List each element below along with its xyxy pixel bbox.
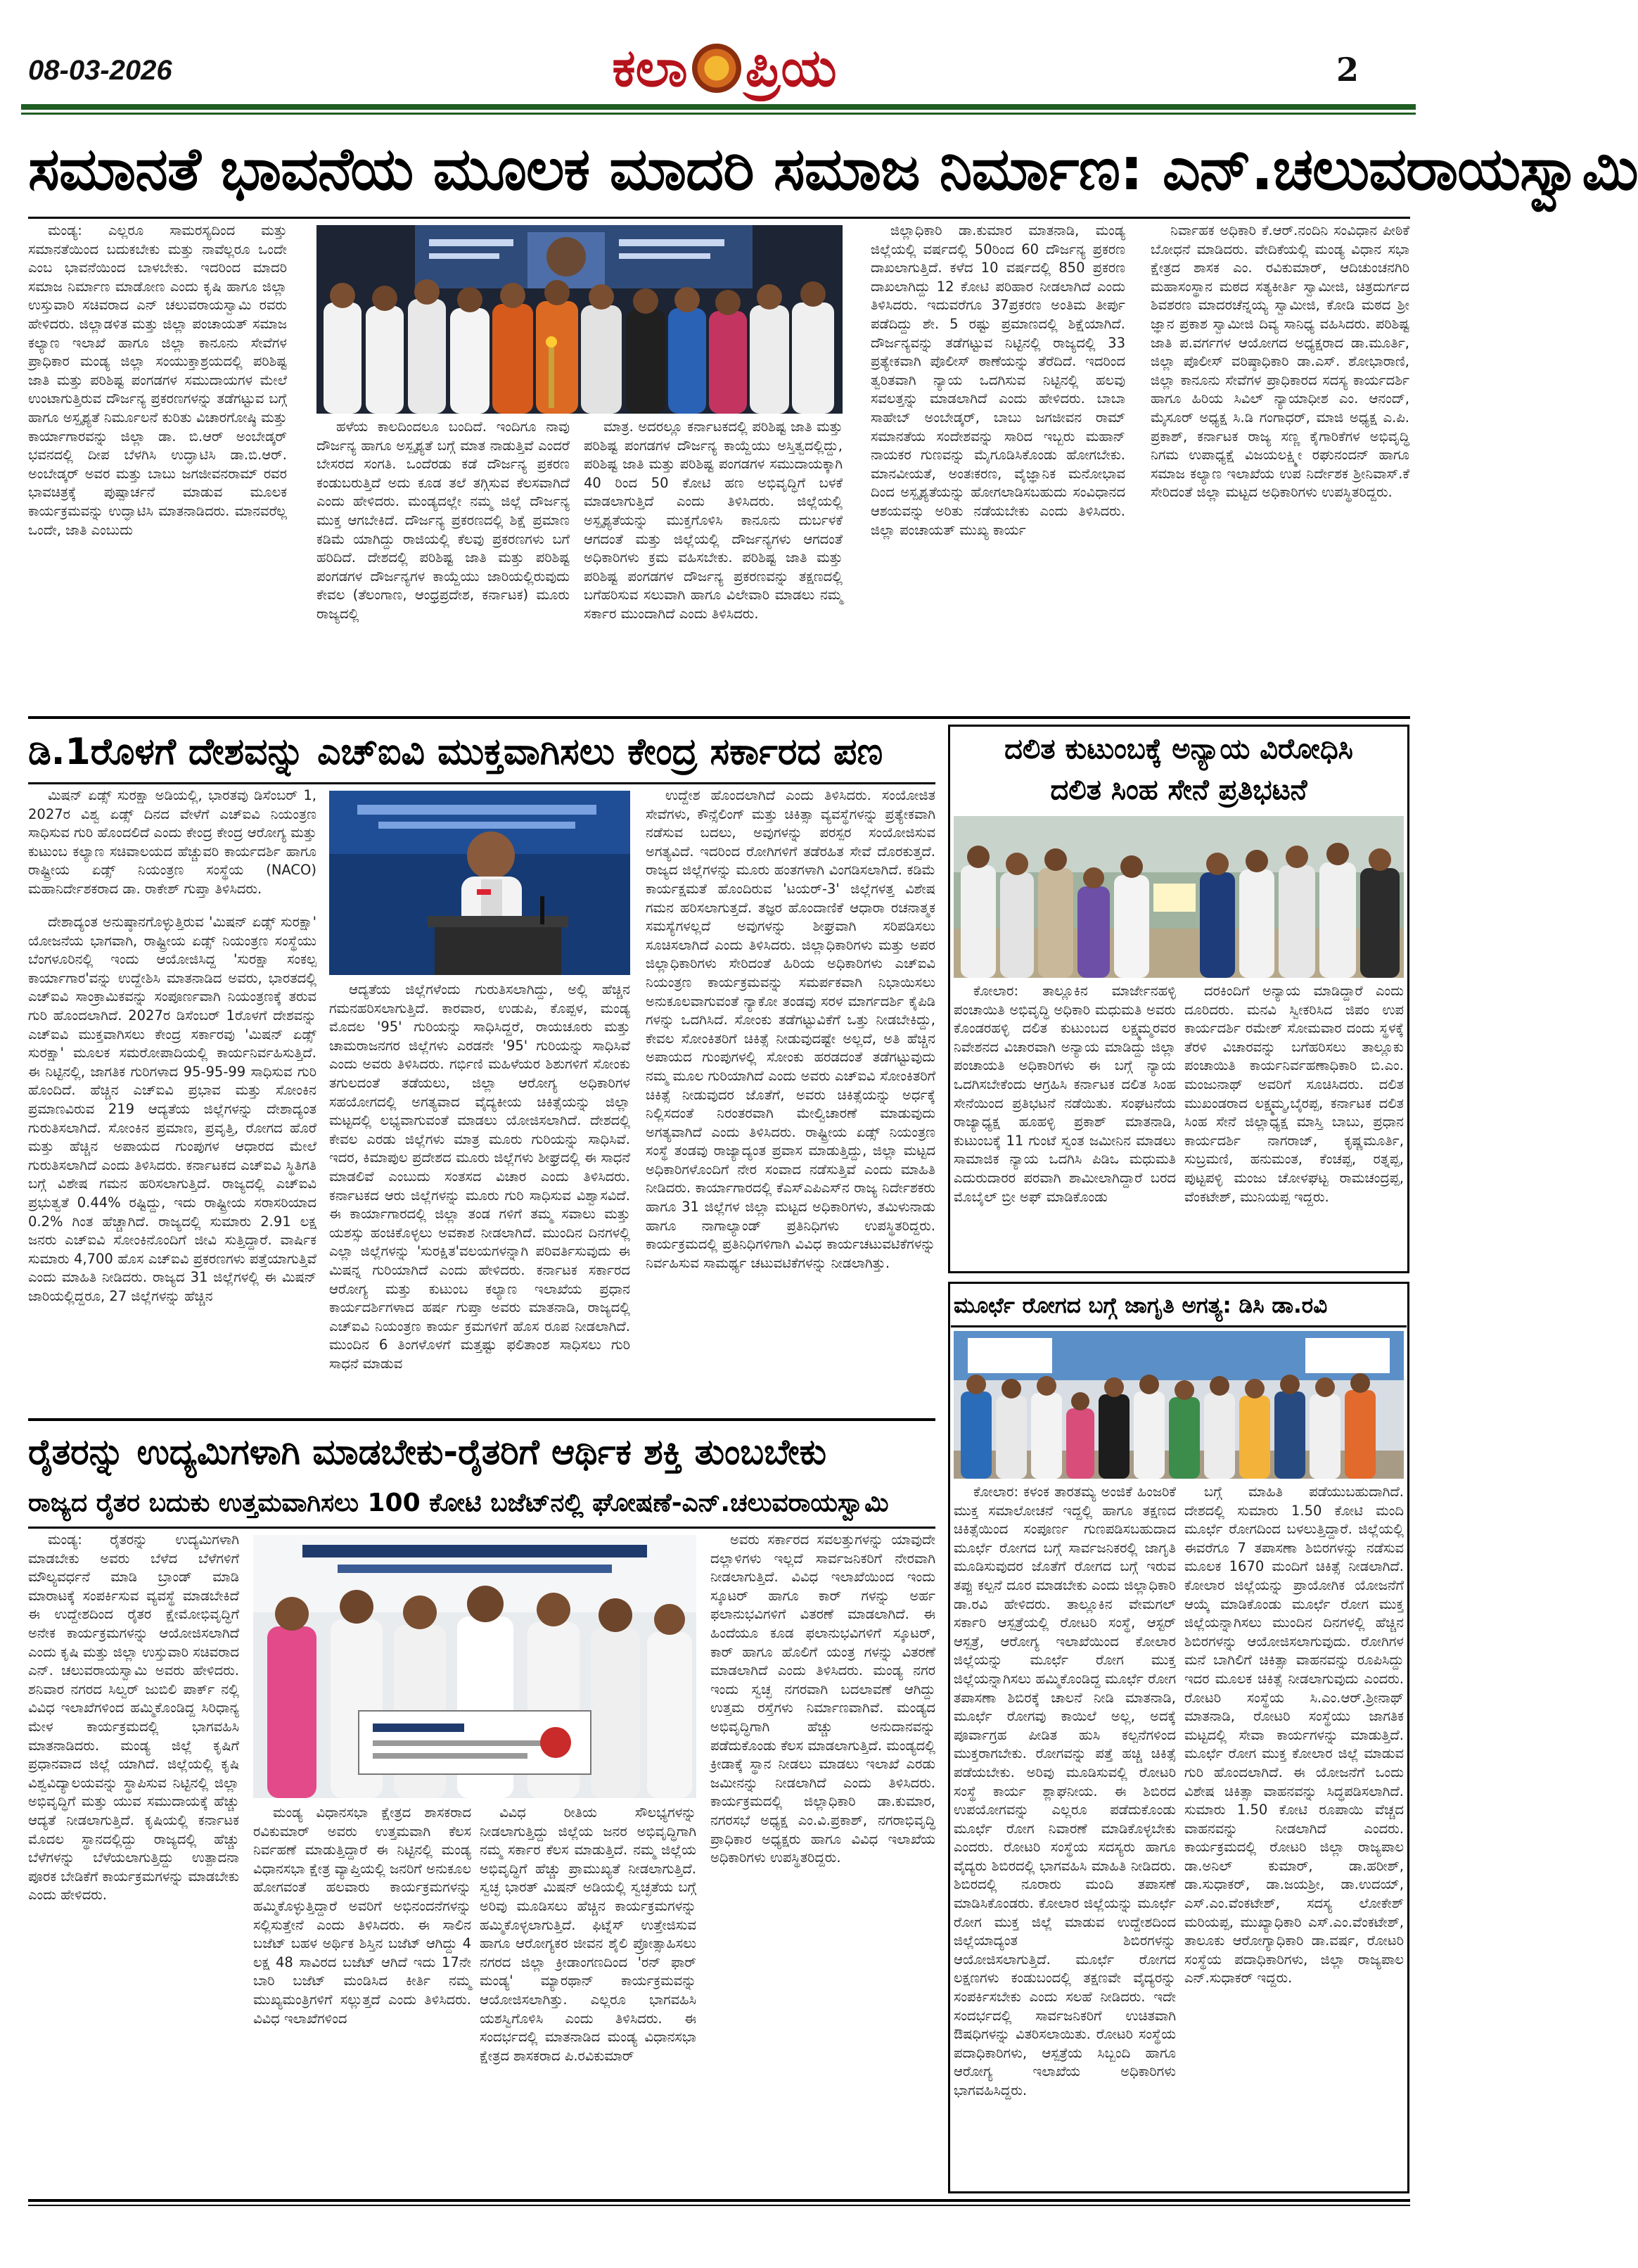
article1-column-3: ಮಾತ್ರ. ಅದರಲ್ಲೂ ಕರ್ನಾಟಕದಲ್ಲಿ ಪರಿಶಿಷ್ಟ ಜಾತಿ ಮತ್ತು ಪರಿಶಿಷ್ಟ ಪಂಗಡಗಳ ದೌರ್ಜನ್ಯ ಕಾಯ್ದೆಯು ಅಸ್ತಿತ್ವದಲ್ಲಿದ್ದು, ಪರಿಶಿಷ್ಟ ಜಾತಿ ಮತ್ತು ಪರಿಶಿಷ್ಟ ಪಂಗಡಗಳ ಸಮುದಾಯಕ್ಕಾಗಿ 40 ರಿಂದ 50 ಕೋಟಿ ಹಣ ಅಭಿವೃದ್ಧಿಗೆ ಬಳಕೆ ಮಾಡಲಾಗುತ್ತಿದೆ ಎಂದು ತಿಳಿಸಿದರು. ಜಿಲ್ಲೆಯಲ್ಲಿ ಅಸ್ಪೃಶ್ಯತೆಯನ್ನು ಮುಕ್ತಗೊಳಿಸಿ ಕಾನೂನು ದುರ್ಬಳಕೆ ಆಗದಂತೆ ಮತ್ತು ಜಿಲ್ಲೆಯಲ್ಲಿ ದೌರ್ಜನ್ಯಗಳು ಆಗದಂತೆ ಅಧಿಕಾರಿಗಳು ಕ್ರಮ ವಹಿಸಬೇಕು. ಪರಿಶಿಷ್ಟ ಜಾತಿ ಮತ್ತು ಪರಿಶಿಷ್ಟ ಪಂಗಡಗಳ ದೌರ್ಜನ್ಯ ಪ್ರಕರಣವನ್ನು ತಕ್ಷಣದಲ್ಲಿ ಬಗೆಹರಿಸುವ ಸಲುವಾಗಿ ಹಾಗೂ ವಿಲೇವಾರಿ ಮಾಡಲು ನಮ್ಮ ಸರ್ಕಾರ ಮುಂದಾಗಿದೆ ಎಂದು ತಿಳಿಸಿದರು. xyxy=(584,419,843,622)
article1-column-5: ನಿರ್ವಾಹಕ ಅಧಿಕಾರಿ ಕೆ.ಆರ್.ನಂದಿನಿ ಸಂವಿಧಾನ ಪೀಠಿಕೆ ಬೋಧನೆ ಮಾಡಿದರು. ವೇದಿಕೆಯಲ್ಲಿ ಮಂಡ್ಯ ವಿಧಾನ ಸಭಾ ಕ್ಷೇತ್ರದ ಶಾಸಕ ಎಂ. ರವಿಕುಮಾರ್, ಆದಿಚುಂಚನಗಿರಿ ಮಹಾಸಂಸ್ಥಾನ ಮಠದ ಸತ್ಯಕೀರ್ತಿ ಸ್ವಾಮೀಜಿ, ಚಿತ್ರದುರ್ಗದ ಶಿವಶರಣ ಮಾದರಚೆನ್ನಯ್ಯ ಸ್ವಾಮೀಜಿ, ಕೋಡಿ ಮಠದ ಶ್ರೀ ಜ್ಞಾನ ಪ್ರಕಾಶ ಸ್ವಾಮೀಜಿ ದಿವ್ಯ ಸಾನಿಧ್ಯ ವಹಿಸಿದರು. ಪರಿಶಿಷ್ಟ ಜಾತಿ ಪ.ವರ್ಗಗಳ ಆಯೋಗದ ಅಧ್ಯಕ್ಷರಾದ ಡಾ.ಮೂರ್ತಿ, ಜಿಲ್ಲಾ ಪೊಲೀಸ್ ವರಿಷ್ಠಾಧಿಕಾರಿ ಡಾ.ಎಸ್. ಶೋಭಾರಾಣಿ, ಜಿಲ್ಲಾ ಕಾನೂನು ಸೇವೆಗಳ ಪ್ರಾಧಿಕಾರದ ಸದಸ್ಯ ಕಾರ್ಯದರ್ಶಿ ಹಾಗೂ ಹಿರಿಯ ಸಿವಿಲ್ ನ್ಯಾಯಾಧೀಶ ಎಂ. ಆನಂದ್, ಮೈಸೂರ್ ಅಧ್ಯಕ್ಷ ಸಿ.ಡಿ ಗಂಗಾಧರ್, ಮಾಜಿ ಅಧ್ಯಕ್ಷ ಎ.ಪಿ. ಪ್ರಕಾಶ್, ಕರ್ನಾಟಕ ರಾಜ್ಯ ಸಣ್ಣ ಕೈಗಾರಿಕೆಗಳ ಅಭಿವೃದ್ಧಿ ನಿಗಮ ಉಪಾಧ್ಯಕ್ಷೆ ವಿಜಯಲಕ್ಷ್ಮೀ ರಘುನಂದನ್ ಹಾಗೂ ಸಮಾಜ ಕಲ್ಯಾಣ ಇಲಾಖೆಯ ಉಪ ನಿರ್ದೇಶಕ ಶ್ರೀನಿವಾಸ್.ಕೆ ಸೇರಿದಂತೆ ಜಿಲ್ಲಾ ಮಟ್ಟದ ಅಧಿಕಾರಿಗಳು ಉಪಸ್ಥಿತರಿದ್ದರು. xyxy=(1151,222,1409,501)
article2-column-1a: ಮಿಷನ್ ಏಡ್ಸ್ ಸುರಕ್ಷಾ ಅಡಿಯಲ್ಲಿ, ಭಾರತವು ಡಿಸೆಂಬರ್ 1, 2027ರ ವಿಶ್ವ ಏಡ್ಸ್ ದಿನದ ವೇಳೆಗೆ ಎಚ್‌ಐವಿ ನಿಯಂತ್ರಣ ಸಾಧಿಸುವ ಗುರಿ ಹೊಂದಲಿದೆ ಎಂದು ಕೇಂದ್ರ ಕೇಂದ್ರ ಆರೋಗ್ಯ ಮತ್ತು ಕುಟುಂಬ ಕಲ್ಯಾಣ ಸಚಿವಾಲಯದ ಹೆಚ್ಚುವರಿ ಕಾರ್ಯದರ್ಶಿ ಹಾಗೂ ರಾಷ್ಟ್ರೀಯ ಏಡ್ಸ್ ನಿಯಂತ್ರಣ ಸಂಸ್ಥೆಯ (NACO) ಮಹಾನಿರ್ದೇಶಕರಾದ ಡಾ. ರಾಕೇಶ್ ಗುಪ್ತಾ ತಿಳಿಸಿದರು. xyxy=(28,787,316,897)
page-number: 2 xyxy=(1336,51,1359,89)
article3-headline[interactable]: ರೈತರನ್ನು ಉದ್ಯಮಿಗಳಾಗಿ ಮಾಡಬೇಕು-ರೈತರಿಗೆ ಆರ್ಥಿಕ ಶಕ್ತಿ ತುಂಬಬೇಕು xyxy=(28,1432,827,1472)
sidebox2-column-1: ಕೋಲಾರ: ಕಳಂಕ ತಾರತಮ್ಯ ಅಂಜಿಕೆ ಹಿಂಜರಿಕೆ ಮುಕ್ತ ಸಮಾಲೋಚನೆ ಇದ್ದಲ್ಲಿ ಹಾಗೂ ತಕ್ಷಣದ ಚಿಕಿತ್ಸೆಯಿಂದ ಸಂಪೂರ್ಣ ಗುಣಪಡಿಸಬಹುದಾದ ಮೂರ್ಛೆ ರೋಗದ ಬಗ್ಗೆ ಸಾರ್ವಜನಿಕರಲ್ಲಿ ಜಾಗೃತಿ ಮೂಡಿಸುವುದರ ಜೊತೆಗೆ ರೋಗದ ಬಗ್ಗೆ ಇರುವ ತಪ್ಪು ಕಲ್ಪನೆ ದೂರ ಮಾಡಬೇಕು ಎಂದು ಜಿಲ್ಲಾಧಿಕಾರಿ ಡಾ.ರವಿ ಹೇಳಿದರು. ತಾಲ್ಲೂಕಿನ ವೇಮಗಲ್ ಸರ್ಕಾರಿ ಆಸ್ಪತ್ರೆಯಲ್ಲಿ ರೋಟರಿ ಸಂಸ್ಥೆ, ಆಸ್ಟರ್ ಆಸ್ಪತ್ರೆ, ಆರೋಗ್ಯ ಇಲಾಖೆಯಿಂದ ಕೋಲಾರ ಜಿಲ್ಲೆಯನ್ನು ಮೂರ್ಛೆ ರೋಗ ಮುಕ್ತ ಜಿಲ್ಲೆಯನ್ನಾಗಿಸಲು ಹಮ್ಮಿಕೊಂಡಿದ್ದ ಮೂರ್ಛೆ ರೋಗ ತಪಾಸಣಾ ಶಿಬಿರಕ್ಕೆ ಚಾಲನೆ ನೀಡಿ ಮಾತನಾಡಿ, ಮೂರ್ಛೆ ರೋಗವು ಕಾಯಿಲೆ ಅಲ್ಲ, ಅದಕ್ಕೆ ಪೂರ್ವಾಗ್ರಹ ಪೀಡಿತ ಹುಸಿ ಕಲ್ಪನೆಗಳಿಂದ ಮುಕ್ತರಾಗಬೇಕು. ರೋಗವನ್ನು ಪತ್ತೆ ಹಚ್ಚಿ ಚಿಕಿತ್ಸೆ ಪಡೆಯಬೇಕು. ಅರಿವು ಮೂಡಿಸುವಲ್ಲಿ ರೋಟರಿ ಸಂಸ್ಥೆ ಕಾರ್ಯ ಶ್ಲಾಘನೀಯ. ಈ ಶಿಬಿರದ ಉಪಯೋಗವನ್ನು ಎಲ್ಲರೂ ಪಡೆದುಕೊಂಡು ಮೂರ್ಛೆ ರೋಗ ನಿವಾರಣೆ ಮಾಡಿಕೊಳ್ಳಬೇಕು ಎಂದರು. ರೋಟರಿ ಸಂಸ್ಥೆಯ ಸದಸ್ಯರು ಹಾಗೂ ವೈದ್ಯರು ಶಿಬಿರದಲ್ಲಿ ಭಾಗವಹಿಸಿ ಮಾಹಿತಿ ನೀಡಿದರು. ಶಿಬಿರದಲ್ಲಿ ನೂರಾರು ಮಂದಿ ತಪಾಸಣೆ ಮಾಡಿಸಿಕೊಂಡರು. ಕೋಲಾರ ಜಿಲ್ಲೆಯನ್ನು ಮೂರ್ಛೆ ರೋಗ ಮುಕ್ತ ಜಿಲ್ಲೆ ಮಾಡುವ ಉದ್ದೇಶದಿಂದ ಜಿಲ್ಲೆಯಾದ್ಯಂತ ಶಿಬಿರಗಳನ್ನು ಆಯೋಜಿಸಲಾಗುತ್ತಿದೆ. ಮೂರ್ಛೆ ರೋಗದ ಲಕ್ಷಣಗಳು ಕಂಡುಬಂದಲ್ಲಿ ತಕ್ಷಣವೇ ವೈದ್ಯರನ್ನು ಸಂಪರ್ಕಿಸಬೇಕು ಎಂದು ಸಲಹೆ ನೀಡಿದರು. ಇದೇ ಸಂದರ್ಭದಲ್ಲಿ ಸಾರ್ವಜನಿಕರಿಗೆ ಉಚಿತವಾಗಿ ಔಷಧಿಗಳನ್ನು ವಿತರಿಸಲಾಯಿತು. ರೋಟರಿ ಸಂಸ್ಥೆಯ ಪದಾಧಿಕಾರಿಗಳು, ಆಸ್ಪತ್ರೆಯ ಸಿಬ್ಬಂದಿ ಹಾಗೂ ಆರೋಗ್ಯ ಇಲಾಖೆಯ ಅಧಿಕಾರಿಗಳು ಭಾಗವಹಿಸಿದ್ದರು. xyxy=(954,1484,1177,2098)
photo1-scene xyxy=(316,225,843,414)
article3-column-3: ವಿವಿಧ ರೀತಿಯ ಸೌಲಭ್ಯಗಳನ್ನು ನೀಡಲಾಗುತ್ತಿದ್ದು ಜಿಲ್ಲೆಯ ಜನರ ಅಭಿವೃದ್ಧಿಗಾಗಿ ನಮ್ಮ ಸರ್ಕಾರ ಕೆಲಸ ಮಾಡುತ್ತಿದೆ. ನಮ್ಮ ಜಿಲ್ಲೆಯ ಅಭಿವೃದ್ಧಿಗೆ ಹೆಚ್ಚು ಪ್ರಾಮುಖ್ಯತೆ ನೀಡಲಾಗುತ್ತಿದೆ. ಸ್ವಚ್ಛ ಭಾರತ್ ಮಿಷನ್ ಅಡಿಯಲ್ಲಿ ಸ್ವಚ್ಛತೆಯ ಬಗ್ಗೆ ಅರಿವು ಮೂಡಿಸಲು ಹೆಚ್ಚಿನ ಕಾರ್ಯಕ್ರಮಗಳನ್ನು ಹಮ್ಮಿಕೊಳ್ಳಲಾಗುತ್ತಿದೆ. ಫಿಟ್ನೆಸ್ ಉತ್ತೇಜಿಸುವ ಹಾಗೂ ಆರೋಗ್ಯಕರ ಜೀವನ ಶೈಲಿ ಪ್ರೋತ್ಸಾಹಿಸಲು ನಗರದ ಜಿಲ್ಲಾ ಕ್ರೀಡಾಂಗಣದಿಂದ 'ರನ್ ಫಾರ್ ಮಂಡ್ಯ' ಮ್ಯಾರಥಾನ್ ಕಾರ್ಯಕ್ರಮವನ್ನು ಆಯೋಜಿಸಲಾಗಿತ್ತು. ಎಲ್ಲರೂ ಭಾಗವಹಿಸಿ ಯಶಸ್ವಿಗೊಳಿಸಿ ಎಂದು ತಿಳಿಸಿದರು. ಈ ಸಂದರ್ಭದಲ್ಲಿ ಮಾತನಾಡಿದ ಮಂಡ್ಯ ವಿಧಾನಸಭಾ ಕ್ಷೇತ್ರದ ಶಾಸಕರಾದ ಪಿ.ರವಿಕುಮಾರ್ xyxy=(480,1804,696,2064)
page-bottom-rule-thin xyxy=(28,2205,1410,2206)
article1-column-1: ಮಂಡ್ಯ: ಎಲ್ಲರೂ ಸಾಮರಸ್ಯದಿಂದ ಮತ್ತು ಸಮಾನತೆಯಿಂದ ಬದುಕಬೇಕು ಮತ್ತು ನಾವೆಲ್ಲರೂ ಒಂದೇ ಎಂಬ ಭಾವನೆಯಿಂದ ಬಾಳಬೇಕು. ಇದರಿಂದ ಮಾದರಿ ಸಮಾಜ ನಿರ್ಮಾಣ ಮಾಡೋಣ ಎಂದು ಕೃಷಿ ಹಾಗೂ ಜಿಲ್ಲಾ ಉಸ್ತುವಾರಿ ಸಚಿವರಾದ ಎನ್ ಚಲುವರಾಯಸ್ವಾಮಿ ರವರು ಹೇಳಿದರು. ಜಿಲ್ಲಾಡಳಿತ ಮತ್ತು ಜಿಲ್ಲಾ ಪಂಚಾಯತ್ ಸಮಾಜ ಕಲ್ಯಾಣ ಇಲಾಖೆ ಹಾಗೂ ಜಿಲ್ಲಾ ಕಾನೂನು ಸೇವೆಗಳ ಪ್ರಾಧಿಕಾರ ಮಂಡ್ಯ ಜಿಲ್ಲಾ ಸಂಯುಕ್ತಾಶ್ರಯದಲ್ಲಿ ಪರಿಶಿಷ್ಟ ಜಾತಿ ಮತ್ತು ಪರಿಶಿಷ್ಟ ಪಂಗಡಗಳ ಸಮುದಾಯಗಳ ಮೇಲೆ ಉಂಟಾಗುತ್ತಿರುವ ದೌರ್ಜನ್ಯ ಪ್ರಕರಣಗಳನ್ನು ತಡೆಗಟ್ಟುವ ಬಗ್ಗೆ ಹಾಗೂ ಅಸ್ಪೃಶ್ಯತೆ ನಿರ್ಮೂಲನೆ ಕುರಿತು ವಿಚಾರಗೋಷ್ಠಿ ಮತ್ತು ಕಾರ್ಯಾಗಾರವನ್ನು ಜಿಲ್ಲಾ ಡಾ. ಬಿ.ಆರ್ ಅಂಬೇಡ್ಕರ್ ಭವನದಲ್ಲಿ ದೀಪ ಬೆಳಗಿಸಿ ಉದ್ಘಾಟಿಸಿ ಡಾ.ಬಿ.ಆರ್. ಅಂಬೇಡ್ಕರ್ ಅವರ ಮತ್ತು ಬಾಬು ಜಗಜೀವನರಾಮ್ ರವರ ಭಾವಚಿತ್ರಕ್ಕೆ ಪುಷ್ಪಾರ್ಚನೆ ಮಾಡುವ ಮೂಲಕ ಕಾರ್ಯಕ್ರಮವನ್ನು ಉದ್ಘಾಟಿಸಿ ಮಾತನಾಡಿದರು. ಮಾನವರೆಲ್ಲ ಒಂದೇ, ಜಾತಿ ಎಂಬುದು xyxy=(28,222,287,538)
section-divider-1 xyxy=(28,716,1410,719)
cheque-distribution-photo xyxy=(253,1535,696,1798)
article3-column-2: ಮಂಡ್ಯ ವಿಧಾನಸಭಾ ಕ್ಷೇತ್ರದ ಶಾಸಕರಾದ ರವಿಕುಮಾರ್ ಅವರು ಉತ್ತಮವಾಗಿ ಕೆಲಸ ನಿರ್ವಹಣೆ ಮಾಡುತ್ತಿದ್ದಾರೆ ಈ ನಿಟ್ಟಿನಲ್ಲಿ ಮಂಡ್ಯ ವಿಧಾನಸಭಾ ಕ್ಷೇತ್ರ ವ್ಯಾಪ್ತಿಯಲ್ಲಿ ಜನರಿಗೆ ಅನುಕೂಲ ಹೋಗವಂತೆ ಹಲವಾರು ಕಾರ್ಯಕ್ರಮಗಳನ್ನು ಹಮ್ಮಿಕೊಳ್ಳುತ್ತಿದ್ದಾರೆ ಅವರಿಗೆ ಅಭಿನಂದನೆಗಳನ್ನು ಸಲ್ಲಿಸುತ್ತೇನೆ ಎಂದು ತಿಳಿಸಿದರು. ಈ ಸಾಲಿನ ಬಜೆಟ್ ಬಹಳ ಅರ್ಥಿಕ ಶಿಸ್ತಿನ ಬಜೆಟ್ ಆಗಿದ್ದು 4 ಲಕ್ಷ 48 ಸಾವಿರದ ಬಜೆಟ್ ಆಗಿದೆ ಇದು 17ನೇ ಬಾರಿ ಬಜೆಟ್ ಮಂಡಿಸಿದ ಕೀರ್ತಿ ನಮ್ಮ ಮುಖ್ಯಮಂತ್ರಿಗಳಿಗೆ ಸಲ್ಲುತ್ತದೆ ಎಂದು ತಿಳಿಸಿದರು. ವಿವಿಧ ಇಲಾಖೆಗಳಿಂದ xyxy=(253,1804,471,2027)
article2-column-3: ಉದ್ದೇಶ ಹೊಂದಲಾಗಿದೆ ಎಂದು ತಿಳಿಸಿದರು. ಸಂಯೋಜಿತ ಸೇವೆಗಳು, ಕೌನ್ಸೆಲಿಂಗ್ ಮತ್ತು ಚಿಕಿತ್ಸಾ ವ್ಯವಸ್ಥೆಗಳನ್ನು ಪ್ರತ್ಯೇಕವಾಗಿ ನಡೆಸುವ ಬದಲು, ಅವುಗಳನ್ನು ಪರಸ್ಪರ ಸಂಯೋಜಿಸುವ ಅಗತ್ಯವಿದೆ. ಇದರಿಂದ ರೋಗಿಗಳಿಗೆ ತಡೆರಹಿತ ಸೇವೆ ದೊರಕುತ್ತದೆ. ರಾಜ್ಯದ ಜಿಲ್ಲೆಗಳನ್ನು ಮೂರು ಹಂತಗಳಾಗಿ ವಿಂಗಡಿಸಲಾಗಿದೆ. ಕಡಿಮೆ ಕಾರ್ಯಕ್ಷಮತೆ ಹೊಂದಿರುವ 'ಟಯರ್-3' ಜಿಲ್ಲೆಗಳತ್ತ ವಿಶೇಷ ಗಮನ ಹರಿಸಲಾಗುತ್ತದೆ. ತಜ್ಞರ ಹೊಂದಾಣಿಕೆ ಆಧಾರಾ ರಚನಾತ್ಮಕ ಸಮಸ್ಯೆಗಳಲ್ಲದೆ ಅವುಗಳನ್ನು ಶೀಘ್ರವಾಗಿ ಸರಿಪಡಿಸಲು ಸೂಚಿಸಲಾಗಿದೆ ಎಂದು ತಿಳಿಸಿದರು. ಜಿಲ್ಲಾಧಿಕಾರಿಗಳು ಮತ್ತು ಅಪರ ಜಿಲ್ಲಾಧಿಕಾರಿಗಳು ಸೇರಿದಂತೆ ಹಿರಿಯ ಅಧಿಕಾರಿಗಳು ಎಚ್‌ಐವಿ ನಿಯಂತ್ರಣ ಕಾರ್ಯಕ್ರಮವನ್ನು ಸಮರ್ಪಕವಾಗಿ ನಿಭಾಯಿಸಲು ಅನುಕೂಲವಾಗುವಂತೆ ನ್ಯಾಕೋ ತಂಡವು ಸರಳ ಮಾರ್ಗದರ್ಶಿ ಕೈಪಿಡಿ ಗಳನ್ನು ಒದಗಿಸಿದೆ. ಸೋಂಕು ತಡೆಗಟ್ಟುವಿಕೆಗೆ ಒತ್ತು ನೀಡಬೇಕಿದ್ದು, ಕೇವಲ ಸೋಂಕಿತರಿಗೆ ಚಿಕಿತ್ಸೆ ನೀಡುವುದಷ್ಟೇ ಅಲ್ಲದೆ, ಅತಿ ಹೆಚ್ಚಿನ ಅಪಾಯದ ಗುಂಪುಗಳಲ್ಲಿ ಸೋಂಕು ಹರಡದಂತೆ ತಡೆಗಟ್ಟುವುದು ನಮ್ಮ ಮೂಲ ಗುರಿಯಾಗಿದೆ ಎಂದು ಅವರು ಎಚ್‌ಐವಿ ಸೋಂಕಿತರಿಗೆ ಚಿಕಿತ್ಸೆ ನೀಡುವುದರ ಜೊತೆಗೆ, ಅವರು ಚಿಕಿತ್ಸೆಯನ್ನು ಅರ್ಧಕ್ಕೆ ನಿಲ್ಲಿಸದಂತೆ ನಿರಂತರವಾಗಿ ಮೇಲ್ವಿಚಾರಣೆ ಮಾಡುವುದು ಅಗತ್ಯವಾಗಿದೆ ಎಂದು ತಿಳಿಸಿದರು. ರಾಷ್ಟ್ರೀಯ ಏಡ್ಸ್ ನಿಯಂತ್ರಣ ಸಂಸ್ಥೆ ತಂಡವು ರಾಜ್ಯಾದ್ಯಂತ ಪ್ರವಾಸ ಮಾಡುತ್ತಿದ್ದು, ಜಿಲ್ಲಾ ಮಟ್ಟದ ಅಧಿಕಾರಿಗಳೊಂದಿಗೆ ನೇರ ಸಂವಾದ ನಡೆಸುತ್ತಿವೆ ಎಂದು ಮಾಹಿತಿ ನೀಡಿದರು. ಕಾರ್ಯಾಗಾರದಲ್ಲಿ ಕೆಎಸ್‌ಎಪಿಎಸ್‌ನ ರಾಜ್ಯ ನಿರ್ದೇಶಕರು ಹಾಗೂ 31 ಜಿಲ್ಲೆಗಳ ಜಿಲ್ಲಾ ಮಟ್ಟದ ಅಧಿಕಾರಿಗಳು, ತಮಿಳುನಾಡು ಹಾಗೂ ನಾಗಾಲ್ಯಾಂಡ್ ಪ್ರತಿನಿಧಿಗಳು ಉಪಸ್ಥಿತರಿದ್ದರು. ಕಾರ್ಯಕ್ರಮದಲ್ಲಿ ಪ್ರತಿನಿಧಿಗಳಿಗಾಗಿ ವಿವಿಧ ಕಾರ್ಯಚಟುವಟಿಕೆಗಳನ್ನು ನಿರ್ವಹಿಸುವ ಸಾಮರ್ಥ್ಯ ಚಟುವಟಿಕೆಗಳನ್ನು ನೀಡಲಾಗಿತ್ತು. xyxy=(646,787,935,1271)
photo5-scene xyxy=(253,1535,696,1798)
article3-subheadline[interactable]: ರಾಜ್ಯದ ರೈತರ ಬದುಕು ಉತ್ತಮವಾಗಿಸಲು 100 ಕೋಟಿ ಬಜೆಟ್‌ನಲ್ಲಿ ಘೋಷಣೆ-ಎನ್.ಚಲುವರಾಯಸ್ವಾಮಿ xyxy=(28,1489,889,1517)
health-camp-group-photo xyxy=(954,1331,1404,1479)
article3-column-1: ಮಂಡ್ಯ: ರೈತರನ್ನು ಉದ್ಯಮಿಗಳಾಗಿ ಮಾಡಬೇಕು ಅವರು ಬೆಳೆದ ಬೆಳೆಗಳಿಗೆ ಮೌಲ್ಯವರ್ಧನೆ ಮಾಡಿ ಬ್ರಾಂಡ್ ಮಾಡಿ ಮಾರಾಟಕ್ಕೆ ಸಂಪರ್ಕಿಸುವ ವ್ಯವಸ್ಥೆ ಮಾಡಬೇಕಿದೆ ಈ ಉದ್ದೇಶದಿಂದ ರೈತರ ಕ್ಷೇಮೋಭಿವೃದ್ಧಿಗೆ ಅನೇಕ ಕಾರ್ಯಕ್ರಮಗಳನ್ನು ಆಯೋಜಿಸಲಾಗಿದೆ ಎಂದು ಕೃಷಿ ಮತ್ತು ಜಿಲ್ಲಾ ಉಸ್ತುವಾರಿ ಸಚಿವರಾದ ಎನ್. ಚಲುವರಾಯಸ್ವಾಮಿ ಅವರು ಹೇಳಿದರು. ಶನಿವಾರ ನಗರದ ಸಿಲ್ವರ್ ಜುಬಿಲಿ ಪಾರ್ಕ್ ನಲ್ಲಿ ವಿವಿಧ ಇಲಾಖೆಗಳಿಂದ ಹಮ್ಮಿಕೊಂಡಿದ್ದ ಸಿರಿಧಾನ್ಯ ಮೇಳ ಕಾರ್ಯಕ್ರಮದಲ್ಲಿ ಭಾಗವಹಿಸಿ ಮಾತನಾಡಿದರು. ಮಂಡ್ಯ ಜಿಲ್ಲೆ ಕೃಷಿಗೆ ಪ್ರಧಾನವಾದ ಜಿಲ್ಲೆ ಯಾಗಿದೆ. ಜಿಲ್ಲೆಯಲ್ಲಿ ಕೃಷಿ ವಿಶ್ವವಿದ್ಯಾಲಯವನ್ನು ಸ್ಥಾಪಿಸುವ ನಿಟ್ಟಿನಲ್ಲಿ ಜಿಲ್ಲಾ ಅಭಿವೃದ್ಧಿಗೆ ಮತ್ತು ಯುವ ಸಮುದಾಯಕ್ಕೆ ಹೆಚ್ಚು ಆದ್ಯತೆ ನೀಡಲಾಗುತ್ತಿದೆ. ಕೃಷಿಯಲ್ಲಿ ಕರ್ನಾಟಕ ಮೊದಲ ಸ್ಥಾನದಲ್ಲಿದ್ದು ರಾಜ್ಯದಲ್ಲಿ ಹೆಚ್ಚು ಬೆಳೆಗಳನ್ನು ಬೆಳೆಯಲಾಗುತ್ತಿದ್ದು ಉತ್ಪಾದನಾ ಪೂರಕ ಬೇಡಿಕೆಗೆ ಕಾರ್ಯಕ್ರಮಗಳನ್ನು ಮಾಡಬೇಕು ಎಂದು ಹೇಳಿದರು. xyxy=(28,1531,239,1904)
article2-headline[interactable]: ಡಿ.1ರೊಳಗೆ ದೇಶವನ್ನು ಎಚ್‌ಐವಿ ಮುಕ್ತವಾಗಿಸಲು ಕೇಂದ್ರ ಸರ್ಕಾರದ ಪಣ xyxy=(28,731,883,773)
sidebox1-column-2: ದರಕಿಂದಿಗೆ ಅನ್ಯಾಯ ಮಾಡಿದ್ದಾರೆ ಎಂದು ದೂರಿದರು. ಮನವಿ ಸ್ವೀಕರಿಸಿದ ಜಿಪಂ ಉಪ ಕಾರ್ಯದರ್ಶಿ ರಮೇಶ್ ಸೋಮವಾರ ದಂದು ಸ್ಥಳಕ್ಕೆ ತೆರಳಿ ವಿಚಾರವನ್ನು ಬಗೆಹರಿಸಲು ತಾಲ್ಲೂಕು ಪಂಚಾಯಿತಿ ಕಾರ್ಯನಿರ್ವಹಣಾಧಿಕಾರಿ ಬಿ.ಎಂ. ಮಂಜುನಾಥ್ ಅವರಿಗೆ ಸೂಚಿಸಿದರು. ದಲಿತ ಮುಖಂಡರಾದ ಲಕ್ಷ್ಮಮ್ಮ,ಬೈರಪ್ಪ, ಕರ್ನಾಟಕ ದಲಿತ ಸಿಂಹ ಸೇನೆ ಜಿಲ್ಲಾಧ್ಯಕ್ಷ ಮಾಸ್ತಿ ಬಾಬು, ಪ್ರಧಾನ ಕಾರ್ಯದರ್ಶಿ ನಾಗರಾಜ್, ಕೃಷ್ಣಮೂರ್ತಿ, ಸುಬ್ರಮಣಿ, ಹನುಮಂತ, ಕೆಂಚಪ್ಪ, ರತ್ನಪ್ಪ, ಪುಟ್ಟಪಳ್ಳಿ ಮಂಜು ಚೋಳಘಟ್ಟ ರಾಮಚಂದ್ರಪ್ಪ, ವೆಂಕಟೇಶ್, ಮುನಿಯಪ್ಪ ಇದ್ದರು. xyxy=(1184,983,1404,1205)
ceremony-lamp-lighting-photo xyxy=(316,225,843,414)
sidebox2-headline[interactable]: ಮೂರ್ಛೆ ರೋಗದ ಬಗ್ಗೆ ಜಾಗೃತಿ ಅಗತ್ಯ: ಡಿಸಿ ಡಾ.ರವಿ xyxy=(954,1293,1328,1318)
speaker-at-podium-photo xyxy=(329,791,630,975)
article1-column-4: ಜಿಲ್ಲಾಧಿಕಾರಿ ಡಾ.ಕುಮಾರ ಮಾತನಾಡಿ, ಮಂಡ್ಯ ಜಿಲ್ಲೆಯಲ್ಲಿ ವರ್ಷದಲ್ಲಿ 50ರಿಂದ 60 ದೌರ್ಜನ್ಯ ಪ್ರಕರಣ ದಾಖಲಾಗುತ್ತಿದೆ. ಕಳೆದ 10 ವರ್ಷದಲ್ಲಿ 850 ಪ್ರಕರಣ ದಾಖಲಾಗಿದ್ದು 12 ಕೋಟಿ ಪರಿಹಾರ ನೀಡಲಾಗಿದೆ ಎಂದು ತಿಳಿಸಿದರು. ಇದುವರೆಗೂ 37ಪ್ರಕರಣ ಅಂತಿಮ ತೀರ್ಪು ಪಡೆದಿದ್ದು ಶೇ. 5 ರಷ್ಟು ಪ್ರಮಾಣದಲ್ಲಿ ಶಿಕ್ಷೆಯಾಗಿದೆ. ದೌರ್ಜನ್ಯವನ್ನು ತಡೆಗಟ್ಟುವ ನಿಟ್ಟಿನಲ್ಲಿ ರಾಜ್ಯದಲ್ಲಿ 33 ಪ್ರತ್ಯೇಕವಾಗಿ ಪೊಲೀಸ್ ಠಾಣೆಯನ್ನು ತೆರೆದಿದೆ. ಇದರಿಂದ ತ್ವರಿತವಾಗಿ ನ್ಯಾಯ ಒದಗಿಸುವ ನಿಟ್ಟಿನಲ್ಲಿ ಹಲವು ಸವಲತ್ತನ್ನು ಮಾಡಲಾಗಿದೆ ಎಂದು ಹೇಳಿದರು. ಬಾಬಾ ಸಾಹೇಬ್ ಅಂಬೇಡ್ಕರ್, ಬಾಬು ಜಗಜೀವನ ರಾಮ್ ಸಮಾನತೆಯ ಸಂದೇಶವನ್ನು ಸಾರಿದ ಇಬ್ಬರು ಮಹಾನ್ ನಾಯಕರ ಗುಣವನ್ನು ಮೈಗೂಡಿಸಿಕೊಂಡು ಹೋಗಬೇಕು. ಮಾನವೀಯತೆ, ಅಂತಃಕರಣ, ವೈಜ್ಞಾನಿಕ ಮನೋಭಾವ ದಿಂದ ಅಸ್ಪೃಶ್ಯತೆಯನ್ನು ಹೋಗಲಾಡಿಸಬಹುದು ಸಂವಿಧಾನದ ಆಶಯವನ್ನು ಅರಿತು ನಡೆಯಬೇಕು ಎಂದು ತಿಳಿಸಿದರು. ಜಿಲ್ಲಾ ಪಂಚಾಯತ್ ಮುಖ್ಯ ಕಾರ್ಯ xyxy=(871,222,1125,538)
sidebox2-column-2: ಬಗ್ಗೆ ಮಾಹಿತಿ ಪಡೆಯುಬಹುದಾಗಿದೆ. ದೇಶದಲ್ಲಿ ಸುಮಾರು 1.50 ಕೋಟಿ ಮಂದಿ ಮೂರ್ಛೆ ರೋಗದಿಂದ ಬಳಲುತ್ತಿದ್ದಾರೆ. ಜಿಲ್ಲೆಯಲ್ಲಿ ಈವರೆಗೂ 7 ತಪಾಸಣಾ ಶಿಬಿರಗಳನ್ನು ನಡೆಸುವ ಮೂಲಕ 1670 ಮಂದಿಗೆ ಚಿಕಿತ್ಸೆ ನೀಡಲಾಗಿದೆ. ಕೋಲಾರ ಜಿಲ್ಲೆಯನ್ನು ಪ್ರಾಯೋಗಿಕ ಯೋಜನೆಗೆ ಆಯ್ಕೆ ಮಾಡಿಕೊಂಡು ಮೂರ್ಛೆ ರೋಗ ಮುಕ್ತ ಜಿಲ್ಲೆಯನ್ನಾಗಿಸಲು ಮುಂದಿನ ದಿನಗಳಲ್ಲಿ ಹೆಚ್ಚಿನ ಶಿಬಿರಗಳನ್ನು ಆಯೋಜಿಸಲಾಗುವುದು. ರೋಗಿಗಳ ಮನೆ ಬಾಗಿಲಿಗೆ ಚಿಕಿತ್ಸಾ ವಾಹನವನ್ನು ರೂಪಿಸಿದ್ದು ಇದರ ಮೂಲಕ ಚಿಕಿತ್ಸೆ ನೀಡಲಾಗುವುದು ಎಂದರು. ರೋಟರಿ ಸಂಸ್ಥೆಯ ಸಿ.ಎಂ.ಆರ್.ಶ್ರೀನಾಥ್ ಮಾತನಾಡಿ, ರೋಟರಿ ಸಂಸ್ಥೆಯು ಜಾಗತಿಕ ಮಟ್ಟದಲ್ಲಿ ಸೇವಾ ಕಾರ್ಯಗಳನ್ನು ಮಾಡುತ್ತಿದೆ. ಮೂರ್ಛೆ ರೋಗ ಮುಕ್ತ ಕೋಲಾರ ಜಿಲ್ಲೆ ಮಾಡುವ ಗುರಿ ಹೊಂದಲಾಗಿದೆ. ಈ ಯೋಜನೆಗೆ ಒಂದು ವಿಶೇಷ ಚಿಕಿತ್ಸಾ ವಾಹನವನ್ನು ಸಿದ್ಧಪಡಿಸಲಾಗಿದೆ. ಸುಮಾರು 1.50 ಕೋಟಿ ರೂಪಾಯಿ ವೆಚ್ಚದ ವಾಹನವನ್ನು ನೀಡಲಾಗಿದೆ ಎಂದರು. ಕಾರ್ಯಕ್ರಮದಲ್ಲಿ ರೋಟರಿ ಜಿಲ್ಲಾ ರಾಜ್ಯಪಾಲ ಡಾ.ಅನಿಲ್‌ ಕುಮಾರ್, ಡಾ.ಹರೀಶ್, ಡಾ.ಸುಧಾಕರ್, ಡಾ.ಜಯಶ್ರೀ, ಡಾ.ಉದಯ್, ಎಸ್.ಎಂ.ವೆಂಕಟೇಶ್, ಸದಸ್ಯ ಲೋಕೇಶ್ ಮರಿಯಪ್ಪ, ಮುಖ್ಯಾಧಿಕಾರಿ ಎಸ್.ಎಂ.ವೆಂಕಟೇಶ್, ತಾಲೂಕು ಆರೋಗ್ಯಾಧಿಕಾರಿ ಡಾ.ವರ್ಷ, ರೋಟರಿ ಸಂಸ್ಥೆಯ ಪದಾಧಿಕಾರಿಗಳು, ಜಿಲ್ಲಾ ರಾಜ್ಯಪಾಲ ಎನ್.ಸುಧಾಕರ್ ಇದ್ದರು. xyxy=(1184,1484,1404,1987)
article3-rule xyxy=(28,1527,935,1529)
article1-rule xyxy=(28,217,1410,219)
sidebox2-rule xyxy=(951,1325,1407,1327)
sun-emblem-icon xyxy=(692,44,741,93)
photo3-scene xyxy=(954,816,1404,978)
article2-column-1b: ದೇಶಾದ್ಯಂತ ಅನುಷ್ಠಾನಗೊಳ್ಳುತ್ತಿರುವ 'ಮಿಷನ್ ಏಡ್ಸ್ ಸುರಕ್ಷಾ' ಯೋಜನೆಯ ಭಾಗವಾಗಿ, ರಾಷ್ಟ್ರೀಯ ಏಡ್ಸ್ ನಿಯಂತ್ರಣ ಸಂಸ್ಥೆಯು ಬೆಂಗಳೂರಿನಲ್ಲಿ ಇಂದು ಆಯೋಜಿಸಿದ್ದ 'ಸುರಕ್ಷಾ ಸಂಕಲ್ಪ ಕಾರ್ಯಾಗಾರ'ವನ್ನು ಉದ್ದೇಶಿಸಿ ಮಾತನಾಡಿದ ಅವರು, ಭಾರತದಲ್ಲಿ ಎಚ್‌ಐವಿ ಸಾಂಕ್ರಾಮಿಕವನ್ನು ಸಂಪೂರ್ಣವಾಗಿ ನಿಯಂತ್ರಣಕ್ಕೆ ತರುವ ಗುರಿ ಹೊಂದಲಾಗಿದೆ. 2027ರ ಡಿಸೆಂಬರ್ 1ರೊಳಗೆ ದೇಶವನ್ನು ಎಚ್‌ಐವಿ ಮುಕ್ತವಾಗಿಸಲು ಕೇಂದ್ರ ಸರ್ಕಾರವು 'ಮಿಷನ್ ಏಡ್ಸ್ ಸುರಕ್ಷಾ' ಮೂಲಕ ಸಮರೋಪಾದಿಯಲ್ಲಿ ಕಾರ್ಯನಿರ್ವಹಿಸುತ್ತಿದೆ. ಈ ನಿಟ್ಟಿನಲ್ಲಿ, ಜಾಗತಿಕ ಗುರಿಗಳಾದ 95-95-99 ಸಾಧಿಸುವ ಗುರಿ ಹೊಂದಿದೆ. ಹೆಚ್ಚಿನ ಎಚ್‌ಐವಿ ಪ್ರಭಾವ ಮತ್ತು ಸೋಂಕಿನ ಪ್ರಮಾಣವಿರುವ 219 ಆದ್ಯತೆಯ ಜಿಲ್ಲೆಗಳನ್ನು ದೇಶಾದ್ಯಂತ ಗುರುತಿಸಲಾಗಿದೆ. ಸೋಂಕಿನ ಪ್ರಮಾಣ, ಪ್ರವೃತ್ತಿ, ರೋಗದ ಹೊರೆ ಮತ್ತು ಹೆಚ್ಚಿನ ಅಪಾಯದ ಗುಂಪುಗಳ ಆಧಾರದ ಮೇಲೆ ಗುರುತಿಸಲಾಗಿದೆ ಎಂದು ತಿಳಿಸಿದರು. ಕರ್ನಾಟಕದ ಎಚ್‌ಐವಿ ಸ್ಥಿತಿಗತಿ ಬಗ್ಗೆ ವಿಶೇಷ ಗಮನ ಹರಿಸಲಾಗುತ್ತಿದೆ. ರಾಜ್ಯದಲ್ಲಿ ಎಚ್‌ಐವಿ ಪ್ರಭುತ್ವತೆ 0.44% ರಷ್ಟಿದ್ದು, ಇದು ರಾಷ್ಟ್ರೀಯ ಸರಾಸರಿಯಾದ 0.2% ಗಿಂತ ಹೆಚ್ಚಾಗಿದೆ. ರಾಜ್ಯದಲ್ಲಿ ಸುಮಾರು 2.91 ಲಕ್ಷ ಜನರು ಎಚ್‌ಐವಿ ಸೋಂಕಿನೊಂದಿಗೆ ಜೀವಿ ಸುತ್ತಿದ್ದಾರೆ. ವಾರ್ಷಿಕ ಸುಮಾರು 4,700 ಹೊಸ ಎಚ್‌ಐವಿ ಪ್ರಕರಣಗಳು ಪತ್ತೆಯಾಗುತ್ತಿವೆ ಎಂದು ಮಾಹಿತಿ ನೀಡಿದರು. ರಾಜ್ಯದ 31 ಜಿಲ್ಲೆಗಳಲ್ಲಿ ಈ ಮಿಷನ್ ಜಾರಿಯಲ್ಲಿದ್ದರೂ, 27 ಜಿಲ್ಲೆಗಳನ್ನು ಹೆಚ್ಚಿನ xyxy=(28,914,316,1304)
protest-memorandum-photo xyxy=(954,816,1404,978)
article2-rule xyxy=(28,782,935,784)
page-bottom-rule xyxy=(28,2199,1410,2202)
masthead-rule-thin xyxy=(21,113,1416,115)
sidebox1-headline-line2[interactable]: ದಲಿತ ಸಿಂಹ ಸೇನೆ ಪ್ರತಿಭಟನೆ xyxy=(1050,774,1307,806)
sidebox1-column-1: ಕೋಲಾರ: ತಾಲ್ಲೂಕಿನ ಮಾರ್ಜೇನಹಳ್ಳಿ ಪಂಚಾಯಿತಿ ಅಭಿವೃದ್ಧಿ ಅಧಿಕಾರಿ ಮಧುಮತಿ ಅವರು ಕೊಂಡರಹಳ್ಳಿ ದಲಿತ ಕುಟುಂಬದ ಲಕ್ಷ್ಮಮ್ಮರವರ ನಿವೇಶನದ ವಿಚಾರವಾಗಿ ಅನ್ಯಾಯ ಮಾಡಿದ್ದು ಜಿಲ್ಲಾ ಪಂಚಾಯತಿ ಅಧಿಕಾರಿಗಳು ಈ ಬಗ್ಗೆ ನ್ಯಾಯ ಒದಗಿಸಬೇಕೆಂದು ಆಗ್ರಹಿಸಿ ಕರ್ನಾಟಕ ದಲಿತ ಸಿಂಹ ಸೇನೆಯಿಂದ ಪ್ರತಿಭಟನೆ ನಡೆಯಿತು. ಸಂಘಟನೆಯ ರಾಜ್ಯಾಧ್ಯಕ್ಷ ಹೂಹಳ್ಳಿ ಪ್ರಕಾಶ್ ಮಾತನಾಡಿ, ಕುಟುಂಬಕ್ಕೆ 11 ಗುಂಟೆ ಸ್ವಂತ ಜಮೀನಿನ ಮಾಡಲು ಸಾಮಾಜಿಕ ನ್ಯಾಯ ಒದಗಿಸಿ ಪಿಡಿಒ ಮಧುಮತಿ ಎದುರುದಾರರ ಪರವಾಗಿ ಶಾಮೀಲಾಗಿದ್ದಾರೆ ಬರದ ಮೊಬೈಲ್ ಬ್ರೀ ಅಫ್ ಮಾಡಿಕೊಂಡು xyxy=(954,983,1176,1205)
section-divider-2 xyxy=(28,1418,935,1421)
masthead-rule xyxy=(21,104,1416,110)
masthead-title-right: ಪ್ರಿಯ xyxy=(745,37,837,98)
sidebox1-headline-line1[interactable]: ದಲಿತ ಕುಟುಂಬಕ್ಕೆ ಅನ್ಯಾಯ ವಿರೋಧಿಸಿ xyxy=(1004,733,1353,765)
photo2-scene xyxy=(329,791,630,975)
article1-column-2: ಹಳೆಯ ಕಾಲದಿಂದಲೂ ಬಂದಿದೆ. ಇಂದಿಗೂ ನಾವು ದೌರ್ಜನ್ಯ ಹಾಗೂ ಅಸ್ಪೃಶ್ಯತೆ ಬಗ್ಗೆ ಮಾತ ನಾಡುತ್ತಿವೆ ಎಂದರೆ ಬೇಸರದ ಸಂಗತಿ. ಒಂದೆರಡು ಕಡೆ ದೌರ್ಜನ್ಯ ಪ್ರಕರಣ ಕಂಡುಬರುತ್ತಿದೆ ಅದು ಕೂಡ ತಲೆ ತಗ್ಗಿಸುವ ಕೆಲಸವಾಗಿದೆ ಎಂದು ಹೇಳಿದರು. ಮಂಡ್ಯದಲ್ಲೇ ನಮ್ಮ ಜಿಲ್ಲೆ ದೌರ್ಜನ್ಯ ಮುಕ್ತ ಆಗಬೇಕಿದೆ. ದೌರ್ಜನ್ಯ ಪ್ರಕರಣದಲ್ಲಿ ಶಿಕ್ಷೆ ಪ್ರಮಾಣ ಕಡಿಮೆ ಯಾಗಿದ್ದು ರಾಜಿಯಲ್ಲಿ ಕೆಲವು ಪ್ರಕರಣಗಳು ಬಗೆ ಹರಿದಿದೆ. ದೇಶದಲ್ಲಿ ಪರಿಶಿಷ್ಟ ಜಾತಿ ಮತ್ತು ಪರಿಶಿಷ್ಟ ಪಂಗಡಗಳ ದೌರ್ಜನ್ಯಗಳ ಕಾಯ್ದೆಯು ಜಾರಿಯಲ್ಲಿರುವುದು ಕೇವಲ (ತೆಲಂಗಾಣ, ಆಂಧ್ರಪ್ರದೇಶ, ಕರ್ನಾಟಕ) ಮೂರು ರಾಜ್ಯದಲ್ಲಿ xyxy=(316,419,570,622)
masthead-title-left: ಕಲಾ xyxy=(612,37,688,98)
article1-headline[interactable]: ಸಮಾನತೆ ಭಾವನೆಯ ಮೂಲಕ ಮಾದರಿ ಸಮಾಜ ನಿರ್ಮಾಣ: ಎನ್.ಚಲುವರಾಯಸ್ವಾಮಿ xyxy=(28,134,1638,203)
newspaper-masthead[interactable] xyxy=(577,37,872,100)
issue-date: 08-03-2026 xyxy=(28,55,172,86)
photo4-scene xyxy=(954,1331,1404,1479)
article3-column-4: ಅವರು ಸರ್ಕಾರದ ಸವಲತ್ತುಗಳನ್ನು ಯಾವುದೇ ದಲ್ಲಾಳಿಗಳು ಇಲ್ಲದೆ ಸಾರ್ವಜನಿಕರಿಗೆ ನೇರವಾಗಿ ನೀಡಲಾಗುತ್ತಿದೆ. ವಿವಿಧ ಇಲಾಖೆಯಿಂದ ಇಂದು ಸ್ಕೂಟರ್ ಹಾಗೂ ಕಾರ್ ಗಳನ್ನು ಅರ್ಹ ಫಲಾನುಭವಿಗಳಿಗೆ ವಿತರಣೆ ಮಾಡಲಾಗಿದೆ. ಈ ಹಿಂದೆಯೂ ಕೂಡ ಫಲಾನುಭವಿಗಳಿಗೆ ಸ್ಕೂಟರ್, ಕಾರ್ ಹಾಗೂ ಹೊಲಿಗೆ ಯಂತ್ರ ಗಳನ್ನು ವಿತರಣೆ ಮಾಡಲಾಗಿದೆ ಎಂದು ತಿಳಿಸಿದರು. ಮಂಡ್ಯ ನಗರ ಇಂದು ಸ್ವಚ್ಛ ನಗರವಾಗಿ ಬದಲಾವಣೆ ಆಗಿದ್ದು ಉತ್ತಮ ರಸ್ತೆಗಳು ನಿರ್ಮಾಣವಾಗಿವೆ. ಮಂಡ್ಯದ ಅಭಿವೃದ್ಧಿಗಾಗಿ ಹೆಚ್ಚು ಅನುದಾನವನ್ನು ಪಡೆದುಕೊಂಡು ಕೆಲಸ ಮಾಡಲಾಗುತ್ತಿದೆ. ಮಂಡ್ಯದಲ್ಲಿ ಕ್ರೀಡಾಕ್ಕೆ ಸ್ಥಾನ ನೀಡಲು ಮಾಡಲು ಇಲಾಖೆ ಎರಡು ಜಮೀನನ್ನು ನೀಡಲಾಗಿದೆ ಎಂದು ತಿಳಿಸಿದರು. ಕಾರ್ಯಕ್ರಮದಲ್ಲಿ ಜಿಲ್ಲಾಧಿಕಾರಿ ಡಾ.ಕುಮಾರ, ನಗರಸಭೆ ಅಧ್ಯಕ್ಷ ಎಂ.ವಿ.ಪ್ರಕಾಶ್, ನಗರಾಭಿವೃದ್ಧಿ ಪ್ರಾಧಿಕಾರ ಅಧ್ಯಕ್ಷರು ಹಾಗೂ ವಿವಿಧ ಇಲಾಖೆಯ ಅಧಿಕಾರಿಗಳು ಉಪಸ್ಥಿತರಿದ್ದರು. xyxy=(710,1531,935,1866)
article2-column-2: ಆದ್ಯತೆಯ ಜಿಲ್ಲೆಗಳೆಂದು ಗುರುತಿಸಲಾಗಿದ್ದು, ಅಲ್ಲಿ ಹೆಚ್ಚಿನ ಗಮನಹರಿಸಲಾಗುತ್ತಿದೆ. ಕಾರವಾರ, ಉಡುಪಿ, ಕೊಪ್ಪಳ, ಮಂಡ್ಯ ಮೊದಲ '95' ಗುರಿಯನ್ನು ಸಾಧಿಸಿದ್ದರೆ, ರಾಯಚೂರು ಮತ್ತು ಚಾಮರಾಜನಗರ ಜಿಲ್ಲೆಗಳು ಎರಡನೇ '95' ಗುರಿಯನ್ನು ಸಾಧಿಸಿವೆ ಎಂದು ಅವರು ತಿಳಿಸಿದರು. ಗರ್ಭಿಣಿ ಮಹಿಳೆಯರ ಶಿಶುಗಳಿಗೆ ಸೋಂಕು ತಗುಲದಂತೆ ತಡೆಯಲು, ಜಿಲ್ಲಾ ಆರೋಗ್ಯ ಅಧಿಕಾರಿಗಳ ಸಹಯೋಗದಲ್ಲಿ ಅಗತ್ಯವಾದ ವೈದ್ಯಕೀಯ ಚಿಕಿತ್ಸೆಯನ್ನು ಜಿಲ್ಲಾ ಮಟ್ಟದಲ್ಲಿ ಲಭ್ಯವಾಗುವಂತೆ ಮಾಡಲು ಯೋಜಿಸಲಾಗಿದೆ. ದೇಶದಲ್ಲಿ ಕೇವಲ ಎರಡು ಜಿಲ್ಲೆಗಳು ಮಾತ್ರ ಮೂರು ಗುರಿಯನ್ನು ಸಾಧಿಸಿವೆ. ಇದರ, ಕಿಮಾಪುಲ ಪ್ರದೇಶದ ಮೂರು ಜಿಲ್ಲೆಗಳು ಶೀಘ್ರದಲ್ಲಿ ಈ ಸಾಧನೆ ಮಾಡಲಿವೆ ಎಂಬುದು ಸಂತಸದ ವಿಚಾರ ಎಂದು ತಿಳಿಸಿದರು. ಕರ್ನಾಟಕದ ಆರು ಜಿಲ್ಲೆಗಳನ್ನು ಮೂರು ಗುರಿ ಸಾಧಿಸುವ ವಿಶ್ವಾಸವಿದೆ. ಈ ಕಾರ್ಯಾಗಾರದಲ್ಲಿ ಜಿಲ್ಲಾ ತಂಡ ಗಳಿಗೆ ತಮ್ಮ ಸವಾಲು ಮತ್ತು ಯಶಸ್ಸು ಹಂಚಿಕೊಳ್ಳಲು ಅವಕಾಶ ನೀಡಲಾಗಿದೆ. ಮುಂದಿನ ದಿನಗಳಲ್ಲಿ ಎಲ್ಲಾ ಜಿಲ್ಲೆಗಳನ್ನು 'ಸುರಕ್ಷಿತ'ವಲಯಗಳನ್ನಾಗಿ ಪರಿವರ್ತಿಸುವುದು ಈ ಮಿಷನ್ನ ಗುರಿಯಾಗಿದೆ ಎಂದು ಹೇಳಿದರು. ಕರ್ನಾಟಕ ಸರ್ಕಾರದ ಆರೋಗ್ಯ ಮತ್ತು ಕುಟುಂಬ ಕಲ್ಯಾಣ ಇಲಾಖೆಯ ಪ್ರಧಾನ ಕಾರ್ಯದರ್ಶಿಗಳಾದ ಹರ್ಷ ಗುಪ್ತಾ ಅವರು ಮಾತನಾಡಿ, ರಾಜ್ಯದಲ್ಲಿ ಎಚ್‌ಐವಿ ನಿಯಂತ್ರಣ ಕಾರ್ಯ ಕ್ರಮಗಳಿಗೆ ಹೊಸ ರೂಪ ನೀಡಲಾಗಿದೆ. ಮುಂದಿನ 6 ತಿಂಗಳೊಳಗೆ ಮತ್ತಷ್ಟು ಫಲಿತಾಂಶ ಸಾಧಿಸಲು ಗುರಿ ಸಾಧನೆ ಮಾಡುವ xyxy=(329,981,630,1372)
